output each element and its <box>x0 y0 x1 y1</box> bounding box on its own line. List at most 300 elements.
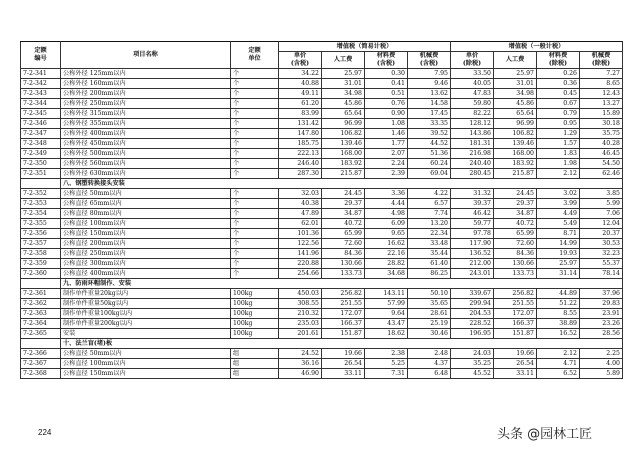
price-cell: 1.29 <box>537 129 580 139</box>
price-cell: 3.36 <box>365 189 408 199</box>
quota-unit: 个 <box>231 69 279 79</box>
price-cell: 9.65 <box>365 229 408 239</box>
item-name: 公称外径 630mm以内 <box>61 169 231 179</box>
price-cell: 43.47 <box>365 319 408 329</box>
price-cell: 31.01 <box>494 79 537 89</box>
price-cell: 280.45 <box>451 169 494 179</box>
price-cell: 13.27 <box>580 99 623 109</box>
quota-unit: 个 <box>231 169 279 179</box>
price-cell: 7.06 <box>580 209 623 219</box>
price-cell: 1.98 <box>537 159 580 169</box>
price-cell: 7.95 <box>408 69 451 79</box>
price-cell: 45.86 <box>494 99 537 109</box>
price-cell: 228.52 <box>451 319 494 329</box>
price-cell: 172.07 <box>322 309 365 319</box>
quota-unit: 100kg <box>231 319 279 329</box>
quota-unit: 个 <box>231 239 279 249</box>
quota-code: 7-2-345 <box>21 109 61 119</box>
price-cell: 14.58 <box>408 99 451 109</box>
quota-code: 7-2-358 <box>21 249 61 259</box>
price-cell: 46.45 <box>580 149 623 159</box>
price-cell: 38.89 <box>537 319 580 329</box>
section-code-cell <box>21 339 61 349</box>
quota-unit: 个 <box>231 109 279 119</box>
header-name: 项目名称 <box>61 42 231 69</box>
price-cell: 83.99 <box>279 109 322 119</box>
price-cell: 25.97 <box>494 69 537 79</box>
quota-unit: 个 <box>231 209 279 219</box>
quota-unit: 个 <box>231 99 279 109</box>
header-group-general-tax: 增值税（一般计税） <box>451 42 623 52</box>
price-cell: 39.52 <box>408 129 451 139</box>
price-cell: 136.52 <box>451 249 494 259</box>
item-name: 公称外径 450mm以内 <box>61 139 231 149</box>
price-cell: 215.87 <box>322 169 365 179</box>
price-cell: 14.99 <box>537 239 580 249</box>
item-name: 公称直径 400mm以内 <box>61 269 231 279</box>
item-name: 公称直径 100mm以内 <box>61 359 231 369</box>
price-cell: 147.80 <box>279 129 322 139</box>
price-cell: 0.67 <box>537 99 580 109</box>
price-cell: 31.01 <box>322 79 365 89</box>
price-cell: 33.11 <box>322 369 365 379</box>
price-cell: 133.73 <box>494 269 537 279</box>
price-cell: 0.51 <box>365 89 408 99</box>
item-name: 公称直径 100mm以内 <box>61 219 231 229</box>
price-cell: 141.96 <box>279 249 322 259</box>
price-cell: 69.04 <box>408 169 451 179</box>
header-sub: 材料费 (除税) <box>537 52 580 69</box>
price-cell: 24.45 <box>322 189 365 199</box>
price-cell: 25.97 <box>322 69 365 79</box>
price-cell: 33.35 <box>408 119 451 129</box>
price-cell: 256.82 <box>494 289 537 299</box>
price-cell: 40.28 <box>580 139 623 149</box>
price-cell: 34.98 <box>494 89 537 99</box>
price-cell: 450.03 <box>279 289 322 299</box>
item-name: 公称外径 200mm以内 <box>61 89 231 99</box>
item-name: 公称外径 250mm以内 <box>61 99 231 109</box>
item-name: 公称外径 160mm以内 <box>61 79 231 89</box>
price-cell: 31.14 <box>537 269 580 279</box>
price-cell: 36.16 <box>279 359 322 369</box>
quota-code: 7-2-342 <box>21 79 61 89</box>
price-cell: 0.95 <box>537 119 580 129</box>
price-cell: 51.36 <box>408 149 451 159</box>
price-cell: 82.22 <box>451 109 494 119</box>
table-row <box>21 139 623 149</box>
table-row <box>21 299 623 309</box>
quota-unit: 100kg <box>231 329 279 339</box>
price-cell: 201.61 <box>279 329 322 339</box>
table-row <box>21 169 623 179</box>
price-cell: 0.30 <box>365 69 408 79</box>
price-cell: 2.12 <box>537 349 580 359</box>
price-cell: 9.64 <box>365 309 408 319</box>
price-cell: 86.25 <box>408 269 451 279</box>
price-cell: 204.53 <box>451 309 494 319</box>
price-cell: 2.07 <box>365 149 408 159</box>
price-cell: 3.99 <box>537 199 580 209</box>
price-cell: 40.72 <box>322 219 365 229</box>
price-cell: 97.78 <box>451 229 494 239</box>
price-cell: 65.64 <box>322 109 365 119</box>
table-row <box>21 289 623 299</box>
price-cell: 7.27 <box>580 69 623 79</box>
quota-code: 7-2-343 <box>21 89 61 99</box>
item-name: 公称外径 315mm以内 <box>61 109 231 119</box>
price-cell: 128.12 <box>451 119 494 129</box>
quota-code: 7-2-366 <box>21 349 61 359</box>
quota-code: 7-2-350 <box>21 159 61 169</box>
quota-code: 7-2-349 <box>21 149 61 159</box>
quota-code: 7-2-364 <box>21 319 61 329</box>
price-cell: 151.87 <box>494 329 537 339</box>
price-cell: 4.98 <box>365 209 408 219</box>
price-cell: 183.92 <box>322 159 365 169</box>
quota-code: 7-2-352 <box>21 189 61 199</box>
quota-code: 7-2-355 <box>21 219 61 229</box>
price-cell: 22.34 <box>408 229 451 239</box>
price-cell: 139.46 <box>322 139 365 149</box>
table-row <box>21 149 623 159</box>
quota-code: 7-2-368 <box>21 369 61 379</box>
section-row <box>21 279 623 289</box>
price-cell: 8.71 <box>537 229 580 239</box>
item-name: 公称直径 300mm以内 <box>61 259 231 269</box>
table-body <box>21 69 623 379</box>
quota-code: 7-2-362 <box>21 299 61 309</box>
table-row <box>21 119 623 129</box>
price-cell: 181.31 <box>451 139 494 149</box>
price-cell: 6.09 <box>365 219 408 229</box>
price-cell: 299.94 <box>451 299 494 309</box>
price-cell: 2.24 <box>365 159 408 169</box>
quota-code: 7-2-356 <box>21 229 61 239</box>
price-cell: 23.91 <box>580 309 623 319</box>
price-cell: 32.23 <box>580 249 623 259</box>
price-cell: 246.40 <box>279 159 322 169</box>
price-cell: 20.37 <box>580 229 623 239</box>
quota-code: 7-2-359 <box>21 259 61 269</box>
table-row <box>21 249 623 259</box>
price-cell: 106.82 <box>322 129 365 139</box>
section-title: 九、防雨环帽制作、安装 <box>61 279 623 289</box>
price-cell: 216.98 <box>451 149 494 159</box>
price-cell: 240.40 <box>451 159 494 169</box>
price-cell: 3.02 <box>537 189 580 199</box>
price-cell: 7.31 <box>365 369 408 379</box>
header-sub: 人工费 <box>494 52 537 69</box>
price-cell: 65.64 <box>494 109 537 119</box>
price-cell: 166.37 <box>494 319 537 329</box>
price-cell: 47.83 <box>451 89 494 99</box>
price-cell: 106.82 <box>494 129 537 139</box>
header-sub: 机械费 (含税) <box>408 52 451 69</box>
quota-unit: 个 <box>231 89 279 99</box>
price-cell: 35.65 <box>408 299 451 309</box>
quota-code: 7-2-365 <box>21 329 61 339</box>
price-cell: 45.86 <box>322 99 365 109</box>
price-cell: 46.42 <box>451 209 494 219</box>
price-cell: 0.79 <box>537 109 580 119</box>
table-row <box>21 99 623 109</box>
price-cell: 6.57 <box>408 199 451 209</box>
quota-unit: 个 <box>231 159 279 169</box>
price-cell: 235.03 <box>279 319 322 329</box>
price-cell: 46.90 <box>279 369 322 379</box>
table-row <box>21 89 623 99</box>
price-cell: 222.13 <box>279 149 322 159</box>
price-cell: 166.37 <box>322 319 365 329</box>
price-cell: 0.90 <box>365 109 408 119</box>
price-cell: 2.12 <box>537 169 580 179</box>
price-cell: 101.36 <box>279 229 322 239</box>
price-cell: 4.44 <box>365 199 408 209</box>
watermark: 头条 @园林工匠 <box>497 427 593 442</box>
price-cell: 24.45 <box>494 189 537 199</box>
price-cell: 0.41 <box>365 79 408 89</box>
price-cell: 57.99 <box>365 299 408 309</box>
price-cell: 62.01 <box>279 219 322 229</box>
price-cell: 13.62 <box>408 89 451 99</box>
price-cell: 9.46 <box>408 79 451 89</box>
price-cell: 4.22 <box>408 189 451 199</box>
quota-unit: 100kg <box>231 289 279 299</box>
quota-code: 7-2-361 <box>21 289 61 299</box>
price-cell: 19.66 <box>494 349 537 359</box>
quota-code: 7-2-351 <box>21 169 61 179</box>
price-cell: 30.18 <box>580 119 623 129</box>
item-name: 公称直径 150mm以内 <box>61 229 231 239</box>
price-cell: 2.39 <box>365 169 408 179</box>
table-row <box>21 239 623 249</box>
price-cell: 31.32 <box>451 189 494 199</box>
price-cell: 251.55 <box>322 299 365 309</box>
item-name: 公称外径 400mm以内 <box>61 129 231 139</box>
table-row <box>21 129 623 139</box>
price-cell: 183.92 <box>494 159 537 169</box>
price-cell: 34.22 <box>279 69 322 79</box>
price-cell: 5.25 <box>365 359 408 369</box>
quota-unit: 个 <box>231 199 279 209</box>
item-name: 公称直径 65mm以内 <box>61 199 231 209</box>
price-cell: 130.66 <box>322 259 365 269</box>
price-cell: 5.99 <box>580 199 623 209</box>
table-row <box>21 259 623 269</box>
price-cell: 59.77 <box>451 219 494 229</box>
price-cell: 33.50 <box>451 69 494 79</box>
price-cell: 215.87 <box>494 169 537 179</box>
price-cell: 4.49 <box>537 209 580 219</box>
price-cell: 18.62 <box>365 329 408 339</box>
price-cell: 33.48 <box>408 239 451 249</box>
price-cell: 1.08 <box>365 119 408 129</box>
price-cell: 39.37 <box>451 199 494 209</box>
price-cell: 15.89 <box>580 109 623 119</box>
price-cell: 28.82 <box>365 259 408 269</box>
quota-unit: 个 <box>231 119 279 129</box>
price-cell: 117.90 <box>451 239 494 249</box>
price-cell: 72.60 <box>494 239 537 249</box>
table-row <box>21 109 623 119</box>
price-cell: 8.65 <box>580 79 623 89</box>
header-sub: 单价 (含税) <box>279 52 322 69</box>
table-header <box>21 42 623 69</box>
quota-code: 7-2-348 <box>21 139 61 149</box>
price-cell: 185.75 <box>279 139 322 149</box>
quota-unit: 组 <box>231 369 279 379</box>
item-name: 公称外径 560mm以内 <box>61 159 231 169</box>
quota-code: 7-2-344 <box>21 99 61 109</box>
price-cell: 16.62 <box>365 239 408 249</box>
header-sub: 单价 (除税) <box>451 52 494 69</box>
table-row <box>21 309 623 319</box>
section-title: 八、钢塑转换接头安装 <box>61 179 623 189</box>
quota-unit: 组 <box>231 359 279 369</box>
price-cell: 40.72 <box>494 219 537 229</box>
price-cell: 65.99 <box>494 229 537 239</box>
table-row <box>21 349 623 359</box>
table-row <box>21 209 623 219</box>
price-cell: 243.01 <box>451 269 494 279</box>
quota-unit: 100kg <box>231 309 279 319</box>
price-cell: 59.80 <box>451 99 494 109</box>
table-row <box>21 69 623 79</box>
price-cell: 28.61 <box>408 309 451 319</box>
price-cell: 61.40 <box>408 259 451 269</box>
price-cell: 168.00 <box>322 149 365 159</box>
quota-unit: 组 <box>231 349 279 359</box>
price-cell: 65.99 <box>322 229 365 239</box>
quota-table <box>20 41 623 379</box>
quota-unit: 个 <box>231 219 279 229</box>
price-cell: 35.25 <box>451 359 494 369</box>
page-number: 224 <box>38 428 52 437</box>
price-cell: 256.82 <box>322 289 365 299</box>
price-cell: 72.60 <box>322 239 365 249</box>
price-cell: 12.43 <box>580 89 623 99</box>
price-cell: 2.48 <box>408 349 451 359</box>
price-cell: 47.89 <box>279 209 322 219</box>
quota-code: 7-2-357 <box>21 239 61 249</box>
table-row <box>21 329 623 339</box>
price-cell: 6.52 <box>537 369 580 379</box>
header-group-simple-tax: 增值税（简易计税） <box>279 42 451 52</box>
price-cell: 84.36 <box>322 249 365 259</box>
price-cell: 37.96 <box>580 289 623 299</box>
price-cell: 44.52 <box>408 139 451 149</box>
price-cell: 22.16 <box>365 249 408 259</box>
price-cell: 26.54 <box>494 359 537 369</box>
item-name: 制作单件重量50kg以内 <box>61 299 231 309</box>
price-cell: 6.48 <box>408 369 451 379</box>
price-cell: 30.53 <box>580 239 623 249</box>
price-cell: 139.46 <box>494 139 537 149</box>
price-cell: 30.46 <box>408 329 451 339</box>
item-name: 制作单件重量20kg以内 <box>61 289 231 299</box>
quota-unit: 个 <box>231 79 279 89</box>
price-cell: 130.66 <box>494 259 537 269</box>
table-row <box>21 269 623 279</box>
price-cell: 3.85 <box>580 189 623 199</box>
price-cell: 4.00 <box>580 359 623 369</box>
section-code-cell <box>21 179 61 189</box>
price-cell: 50.10 <box>408 289 451 299</box>
price-cell: 33.11 <box>494 369 537 379</box>
item-name: 安装 <box>61 329 231 339</box>
price-cell: 34.87 <box>494 209 537 219</box>
price-cell: 35.44 <box>408 249 451 259</box>
price-cell: 1.77 <box>365 139 408 149</box>
item-name: 公称外径 500mm以内 <box>61 149 231 159</box>
price-cell: 151.87 <box>322 329 365 339</box>
price-cell: 60.24 <box>408 159 451 169</box>
price-cell: 212.00 <box>451 259 494 269</box>
header-sub: 材料费 (含税) <box>365 52 408 69</box>
quota-unit: 个 <box>231 189 279 199</box>
price-cell: 4.71 <box>537 359 580 369</box>
item-name: 公称直径 80mm以内 <box>61 209 231 219</box>
price-cell: 19.66 <box>322 349 365 359</box>
price-cell: 40.88 <box>279 79 322 89</box>
price-cell: 133.73 <box>322 269 365 279</box>
price-cell: 29.83 <box>580 299 623 309</box>
price-cell: 210.32 <box>279 309 322 319</box>
price-cell: 19.93 <box>537 249 580 259</box>
price-cell: 24.03 <box>451 349 494 359</box>
quota-code: 7-2-353 <box>21 199 61 209</box>
quota-code: 7-2-347 <box>21 129 61 139</box>
price-cell: 35.75 <box>580 129 623 139</box>
price-cell: 96.99 <box>322 119 365 129</box>
price-cell: 26.54 <box>322 359 365 369</box>
price-cell: 96.99 <box>494 119 537 129</box>
table-row <box>21 229 623 239</box>
price-cell: 0.76 <box>365 99 408 109</box>
quota-code: 7-2-367 <box>21 359 61 369</box>
price-cell: 62.46 <box>580 169 623 179</box>
price-cell: 131.42 <box>279 119 322 129</box>
price-cell: 1.57 <box>537 139 580 149</box>
table-row <box>21 219 623 229</box>
price-cell: 1.46 <box>365 129 408 139</box>
price-cell: 143.11 <box>365 289 408 299</box>
item-name: 公称直径 50mm以内 <box>61 189 231 199</box>
price-cell: 25.19 <box>408 319 451 329</box>
price-cell: 78.14 <box>580 269 623 279</box>
price-cell: 40.05 <box>451 79 494 89</box>
price-cell: 55.37 <box>580 259 623 269</box>
price-cell: 51.22 <box>537 299 580 309</box>
price-cell: 17.45 <box>408 109 451 119</box>
price-cell: 254.66 <box>279 269 322 279</box>
header-unit: 定额 单位 <box>231 42 279 69</box>
price-cell: 40.38 <box>279 199 322 209</box>
table-row <box>21 359 623 369</box>
price-cell: 251.55 <box>494 299 537 309</box>
price-cell: 220.88 <box>279 259 322 269</box>
item-name: 公称直径 250mm以内 <box>61 249 231 259</box>
quota-code: 7-2-346 <box>21 119 61 129</box>
header-sub: 人工费 <box>322 52 365 69</box>
quota-unit: 个 <box>231 139 279 149</box>
price-cell: 0.36 <box>537 79 580 89</box>
header-sub: 机械费 (除税) <box>580 52 623 69</box>
price-cell: 339.67 <box>451 289 494 299</box>
item-name: 公称直径 150mm以内 <box>61 369 231 379</box>
price-cell: 168.00 <box>494 149 537 159</box>
